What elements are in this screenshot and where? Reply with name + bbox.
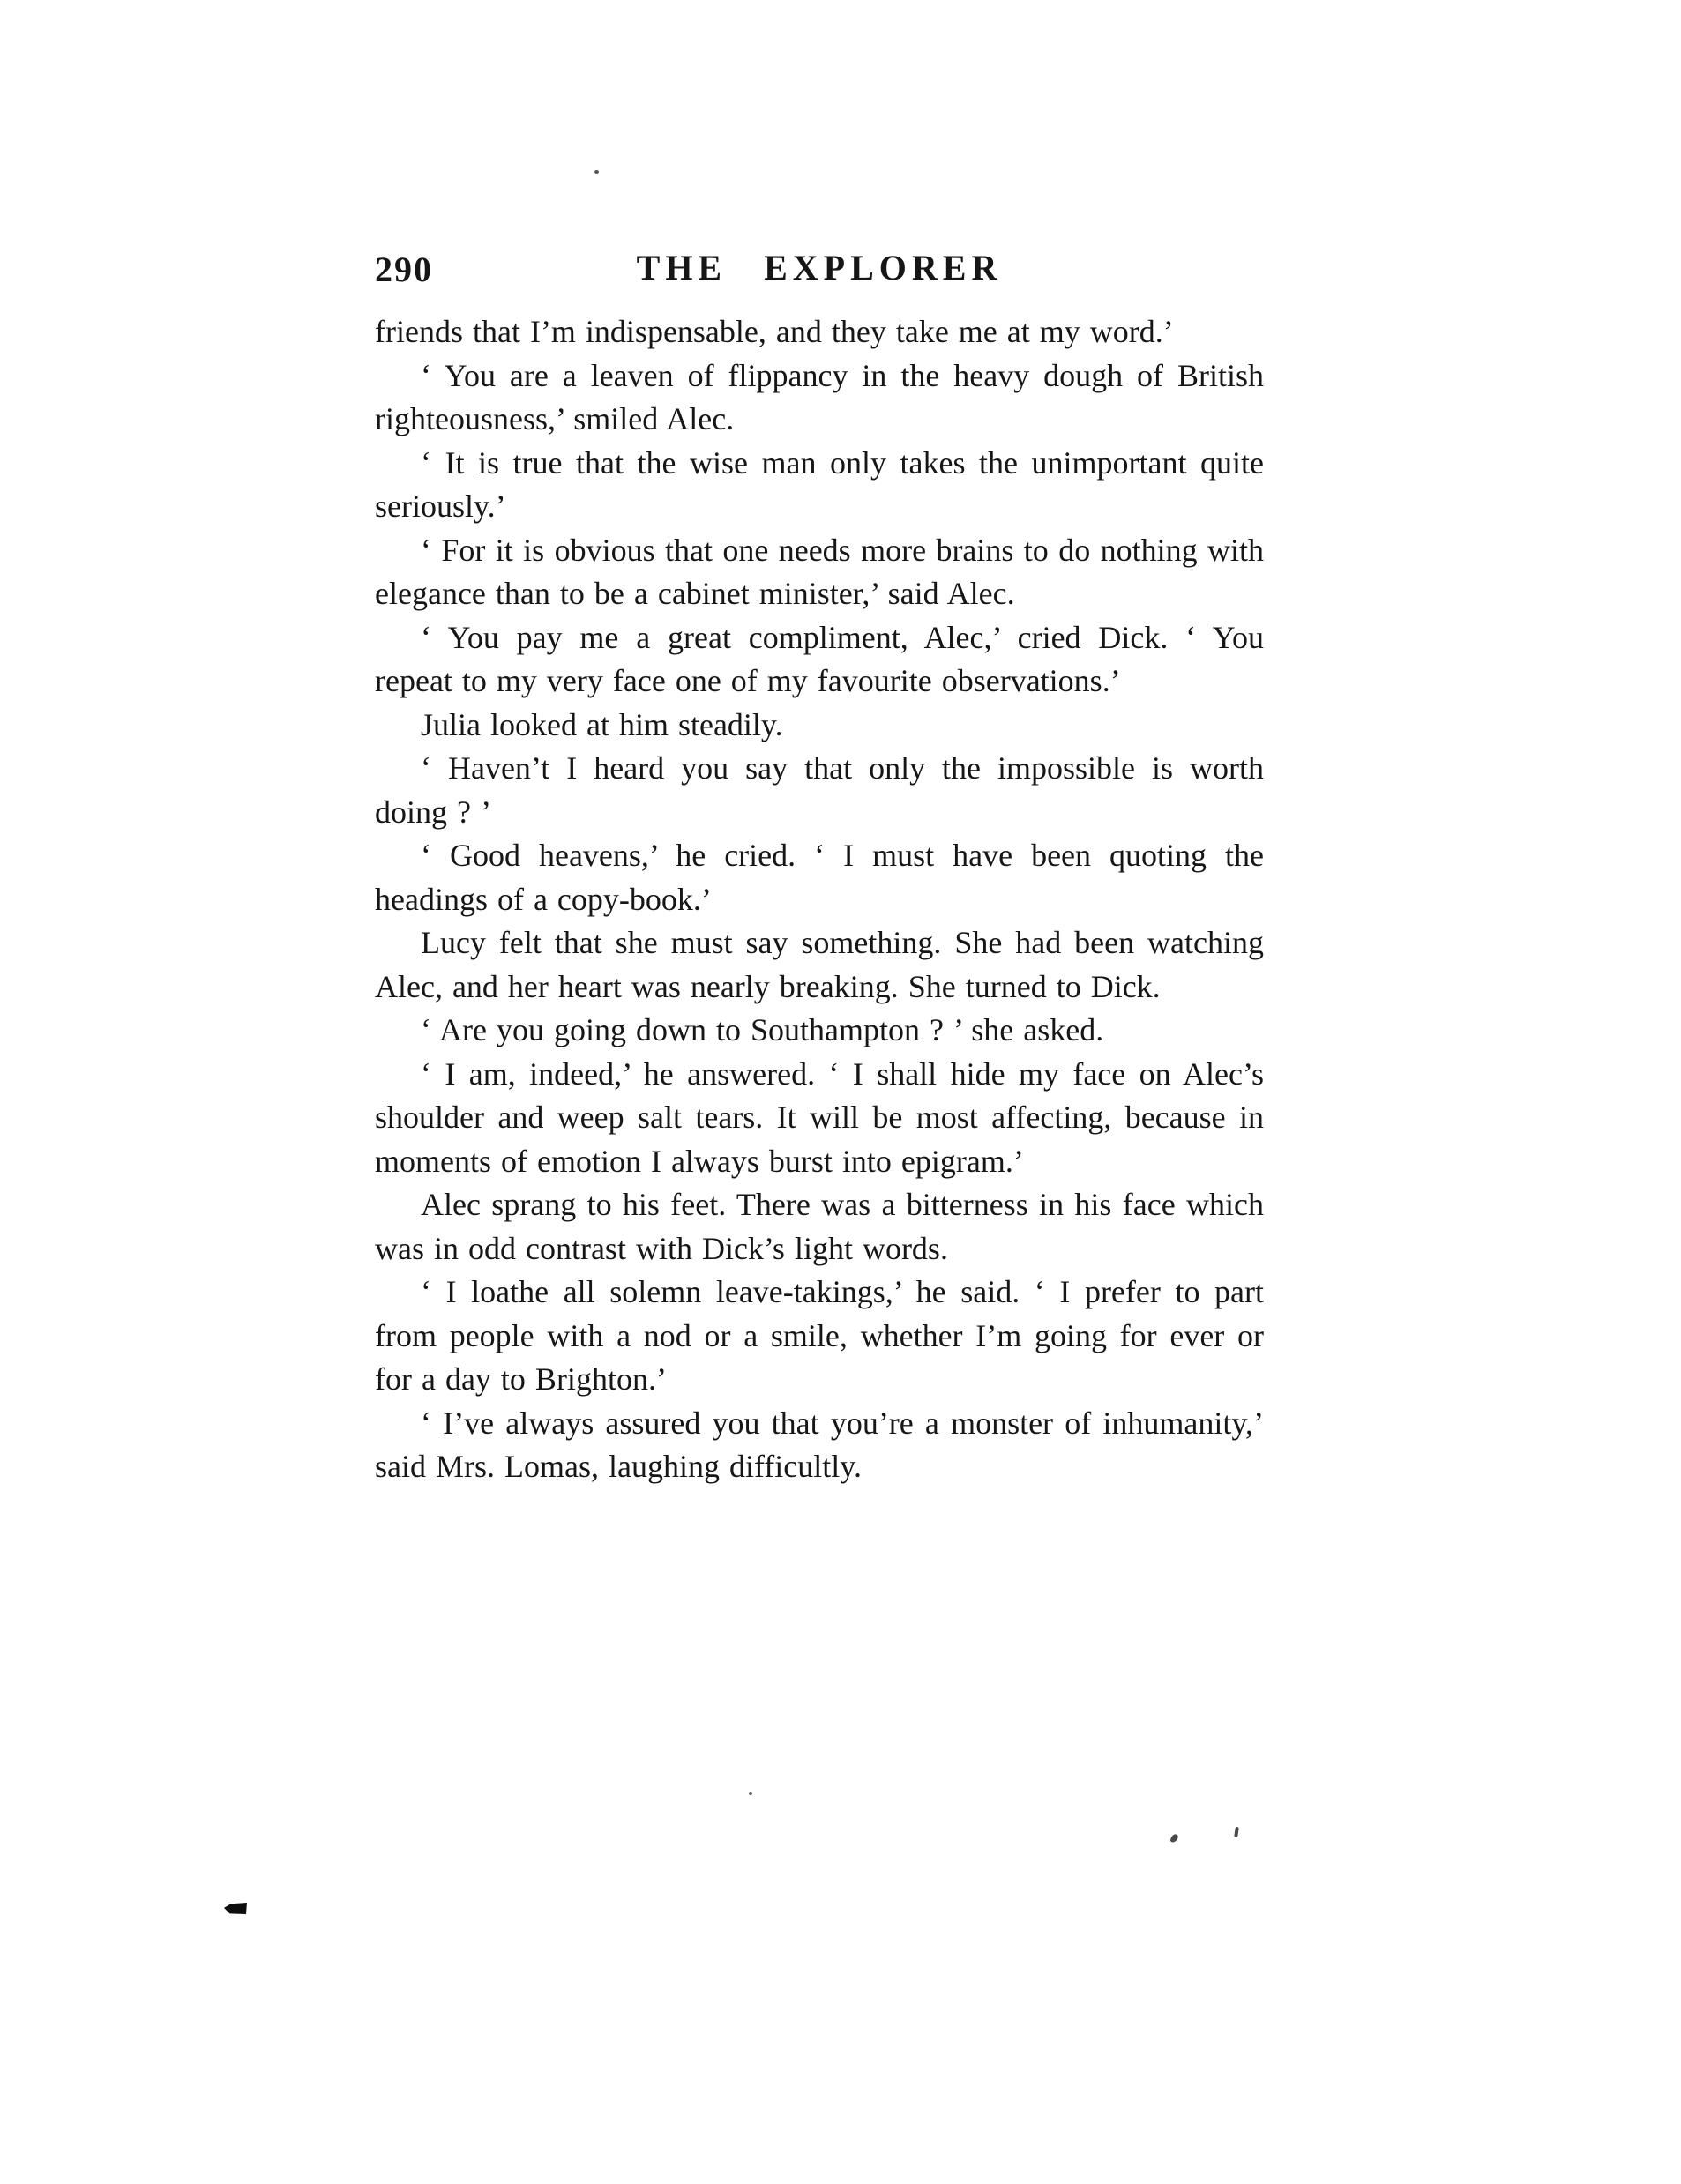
scan-artifact-dot-bottom [749, 1792, 752, 1795]
paragraph: ‘ For it is obvious that one needs more brains to do nothing with elegance than to be a cabinet minister,’ said Alec. [375, 532, 1264, 611]
text-block [375, 310, 1264, 1489]
paragraph: ‘ I am, indeed,’ he answered. ‘ I shall hide my face on Alec’s shoulder and weep salt tears. It will be most affecting, because in moments of emotion I always burst into epigram.’ [375, 1055, 1264, 1179]
scan-artifact-dot-top [594, 170, 599, 174]
paragraph: ‘ Haven’t I heard you say that only the impossible is worth doing ? ’ [375, 750, 1264, 830]
paragraph: ‘ I loathe all solemn leave-takings,’ he said. ‘ I prefer to part from people with a nod or a smile, whether I’m going for ever or for a day to Brighton.’ [375, 1274, 1264, 1397]
scan-artifact-tick-mark [1234, 1827, 1239, 1837]
running-title: THE EXPLORER [636, 248, 1003, 287]
paragraph: friends that I’m indispensable, and they take me at my word.’ [375, 314, 1174, 349]
paragraph: ‘ You are a leaven of flippancy in the heavy dough of British righteousness,’ smiled Alec. [375, 357, 1264, 436]
paragraph: ‘ It is true that the wise man only takes the unimportant quite seriously.’ [375, 444, 1264, 524]
page-header [375, 247, 1264, 294]
paragraph: Alec sprang to his feet. There was a bitterness in his face which was in odd contrast with Dick’s light words. [375, 1187, 1264, 1266]
paragraph: Lucy felt that she must say something. She had been watching Alec, and her heart was nearly breaking. She turned to Dick. [375, 925, 1264, 1004]
scan-artifact-ink-blob [224, 1903, 247, 1914]
page-number: 290 [375, 250, 433, 289]
paragraph: ‘ I’ve always assured you that you’re a monster of inhumanity,’ said Mrs. Lomas, laughing difficultly. [375, 1405, 1264, 1484]
paragraph: Julia looked at him steadily. [421, 706, 783, 742]
paragraph: ‘ Are you going down to Southampton ? ’ she asked. [421, 1012, 1104, 1047]
paragraph: ‘ You pay me a great compliment, Alec,’ cried Dick. ‘ You repeat to my very face one of my favourite observations.’ [375, 619, 1264, 698]
scan-artifact-comma-mark [1169, 1833, 1179, 1844]
paragraph: ‘ Good heavens,’ he cried. ‘ I must have been quoting the headings of a copy-book.’ [375, 838, 1264, 917]
